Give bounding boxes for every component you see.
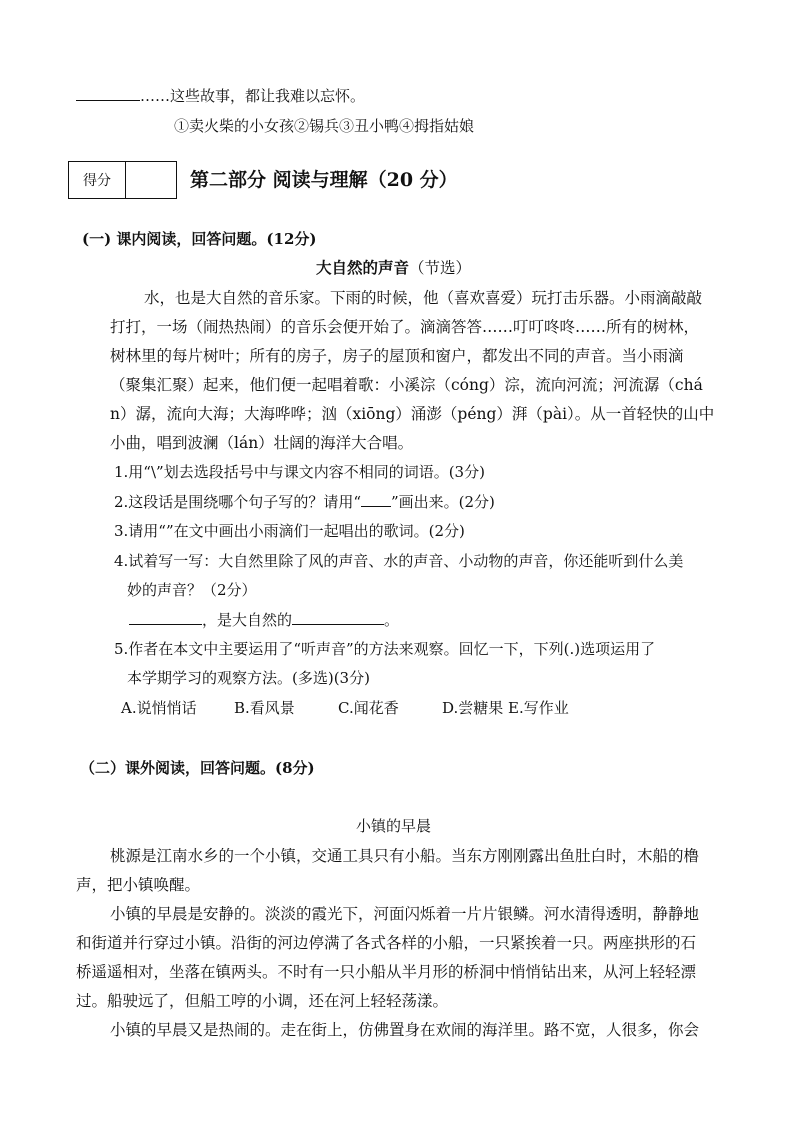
question-2-part-b: ”画出来。(2分) xyxy=(390,493,495,511)
passage-line-2: 打打，一场（闹热热闹）的音乐会便开始了。滴滴答答……叮叮咚咚……所有的树林， xyxy=(110,318,700,336)
question-2-part-a: 2.这段话是围绕哪个句子写的？请用“ xyxy=(114,493,361,511)
answer-blank-description[interactable] xyxy=(292,610,384,625)
score-label: 得分 xyxy=(69,162,126,199)
story-options: ①卖火柴的小女孩②锡兵③丑小鸭④拇指姑娘 xyxy=(174,117,475,135)
question-3: 3.请用“”在文中画出小雨滴们一起唱出的歌词。(2分) xyxy=(114,522,465,540)
passage-line-3: 树林里的每片树叶；所有的房子，房子的屋顶和窗户，都发出不同的声音。当小雨滴 xyxy=(110,347,684,365)
passage-title-note: （节选） xyxy=(409,259,472,277)
score-box xyxy=(68,161,177,199)
passage-two-line-6: 过。船驶远了，但船工哼的小调，还在河上轻轻荡漾。 xyxy=(76,992,449,1010)
passage-line-1: 水，也是大自然的音乐家。下雨的时候，他（喜欢喜爱）玩打击乐器。小雨滴敲敲 xyxy=(144,289,703,307)
part-two-title: 第二部分 阅读与理解（20 分） xyxy=(190,169,458,191)
section-two-heading: （二）课外阅读，回答问题。(8分) xyxy=(80,759,315,777)
question-4-line-1: 4.试着写一写：大自然里除了风的声音、水的声音、小动物的声音，你还能听到什么美 xyxy=(114,552,684,570)
passage-two-line-5: 桥遥遥相对，坐落在镇两头。不时有一只小船从半月形的桥洞中悄悄钻出来，从河上轻轻漂 xyxy=(76,963,697,981)
q5-option-b[interactable]: B.看风景 xyxy=(234,699,295,717)
underline-sample xyxy=(361,492,391,507)
question-1: 1.用“\”划去选段括号中与课文内容不相同的词语。(3分) xyxy=(114,463,485,481)
passage-two-line-7: 小镇的早晨又是热闹的。走在街上，仿佛置身在欢闹的海洋里。路不宽，人很多，你会 xyxy=(110,1021,700,1039)
answer-blank-sound[interactable] xyxy=(129,610,202,625)
passage-line-4: （聚集汇聚）起来，他们便一起唱着歌：小溪淙（cóng）淙，流向河流；河流潺（chá xyxy=(110,376,703,394)
passage-two-line-1: 桃源是江南水乡的一个小镇，交通工具只有小船。当东方刚刚露出鱼肚白时，木船的橹 xyxy=(110,847,700,865)
score-value-cell[interactable] xyxy=(126,162,177,199)
passage-line-5: n）潺，流向大海；大海哗哗；汹（xiōng）涌澎（péng）湃（pài）。从一首轻快的山中 xyxy=(110,405,715,423)
question-5-line-2: 本学期学习的观察方法。(多选)(3分) xyxy=(127,669,370,687)
passage-two-line-2: 声，把小镇唤醒。 xyxy=(76,876,201,894)
top-line-1-text: ……这些故事，都让我难以忘怀。 xyxy=(140,87,366,105)
passage-title-main: 大自然的声音 xyxy=(316,258,410,277)
passage-two-line-3: 小镇的早晨是安静的。淡淡的霞光下，河面闪烁着一片片银鳞。河水清得透明，静静地 xyxy=(110,905,700,923)
passage-title xyxy=(316,258,471,278)
passage-line-6: 小曲，唱到波澜（lán）壮阔的海洋大合唱。 xyxy=(110,434,414,452)
answer-blank[interactable] xyxy=(76,86,140,101)
q5-option-a[interactable]: A.说悄悄话 xyxy=(121,699,197,717)
q5-option-c[interactable]: C.闻花香 xyxy=(338,699,399,717)
top-line-1 xyxy=(76,86,365,106)
section-one-heading: (一) 课内阅读，回答问题。(12分) xyxy=(82,230,317,248)
passage-two-line-4: 和街道并行穿过小镇。沿街的河边停满了各式各样的小船，一只紧挨着一只。两座拱形的石 xyxy=(76,934,697,952)
question-2 xyxy=(114,492,495,512)
question-5-line-1: 5.作者在本文中主要运用了“听声音”的方法来观察。回忆一下，下列(.)选项运用了 xyxy=(114,640,656,658)
question-4-fill xyxy=(129,610,399,630)
question-4-fill-mid: ，是大自然的 xyxy=(202,611,293,629)
question-4-line-2: 妙的声音？（2分） xyxy=(127,581,257,599)
q5-option-de[interactable]: D.尝糖果 E.写作业 xyxy=(442,699,569,717)
passage-two-title: 小镇的早晨 xyxy=(356,817,432,835)
question-4-fill-end: 。 xyxy=(384,611,400,629)
